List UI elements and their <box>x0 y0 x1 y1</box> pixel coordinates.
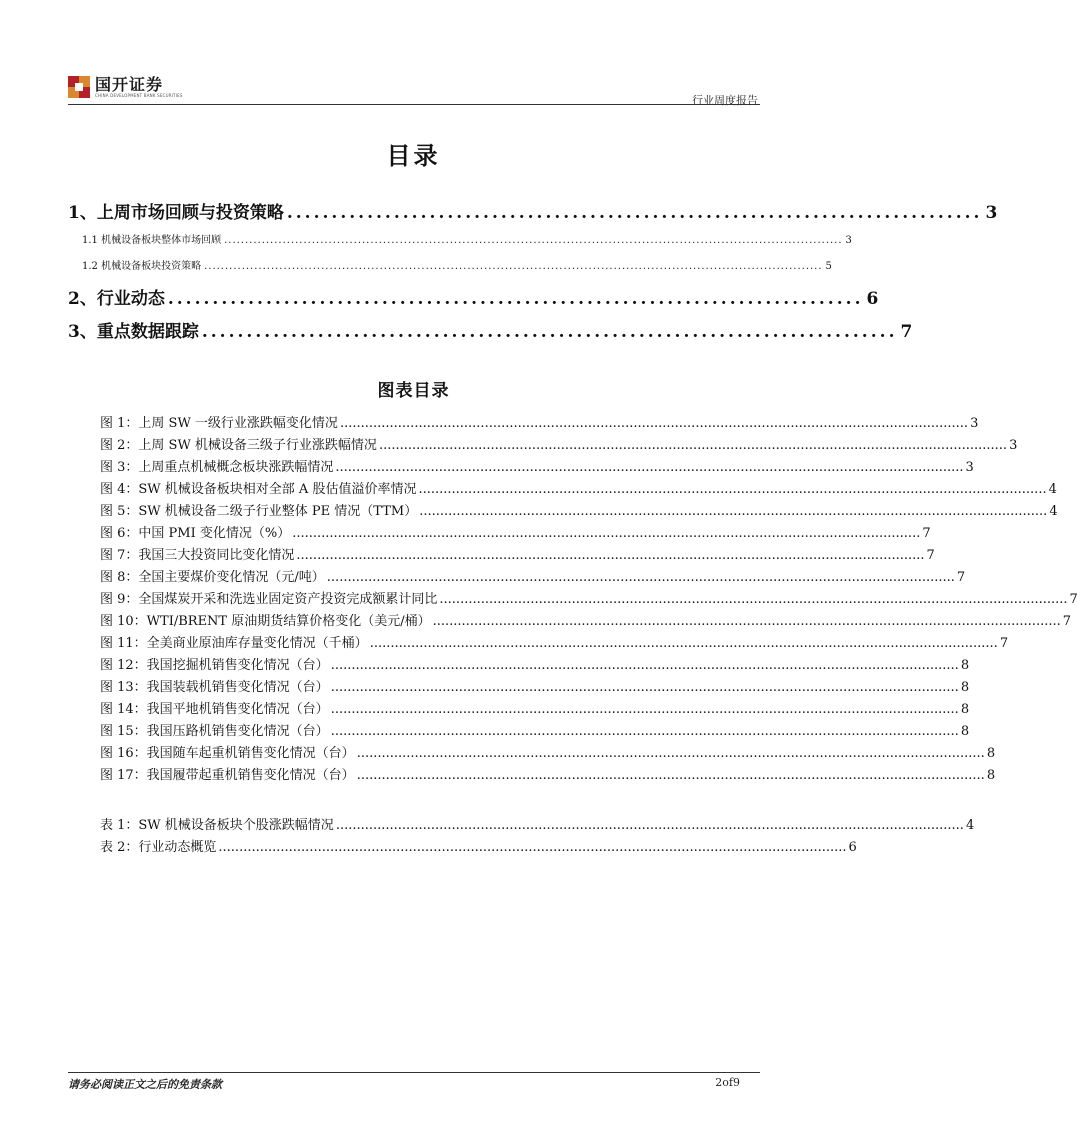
figure-leader-dots: ........................................................................................................................................................ <box>330 680 959 695</box>
figure-entry-page: 4 <box>1049 504 1058 519</box>
toc-subentry[interactable] <box>82 231 852 247</box>
toc-entry-label: 2、行业动态 <box>68 289 165 309</box>
figure-entry-label: 图 1：上周 SW 一级行业涨跌幅变化情况 <box>100 416 338 431</box>
toc-entry-page: 7 <box>900 322 913 342</box>
table-leader-dots: ........................................................................................................................................................ <box>218 840 847 855</box>
toc-leader-dots: .............................................................................. <box>286 203 983 223</box>
toc-entry-page: 3 <box>845 235 852 246</box>
figure-entry-label: 图 2：上周 SW 机械设备三级子行业涨跌幅情况 <box>100 438 377 453</box>
figure-leader-dots: ........................................................................................................................................................ <box>330 702 959 717</box>
table-entry-page: 6 <box>848 840 857 855</box>
toc-entry-page: 5 <box>825 261 832 272</box>
header-divider <box>68 104 760 105</box>
figure-entry[interactable] <box>100 500 1058 519</box>
figure-entry[interactable] <box>100 456 974 475</box>
figure-entry[interactable] <box>100 654 970 673</box>
figure-entry-page: 4 <box>1048 482 1057 497</box>
figure-leader-dots: ........................................................................................................................................................ <box>439 592 1068 607</box>
figure-entry[interactable] <box>100 544 935 563</box>
figure-entry-page: 8 <box>960 680 970 695</box>
figure-leader-dots: ........................................................................................................................................................ <box>339 416 969 431</box>
figure-leader-dots: ........................................................................................................................................................ <box>335 460 964 475</box>
figure-entry-label: 图 11：全美商业原油库存量变化情况（千桶） <box>100 636 368 651</box>
figure-entry[interactable] <box>100 522 931 541</box>
figure-entry-label: 图 17：我国履带起重机销售变化情况（台） <box>100 768 355 783</box>
figure-entry[interactable] <box>100 720 970 739</box>
figure-entry-page: 7 <box>956 570 966 585</box>
figure-leader-dots: ........................................................................................................................................................ <box>418 482 1047 497</box>
toc-entry-page: 6 <box>866 289 879 309</box>
figure-entry-page: 8 <box>986 768 996 783</box>
figure-entry[interactable] <box>100 632 1009 651</box>
figure-leader-dots: ........................................................................................................................................................ <box>378 438 1008 453</box>
figure-entry[interactable] <box>100 478 1057 497</box>
logo-subtitle: CHINA DEVELOPMENT BANK SECURITIES <box>95 93 183 98</box>
table-entry-label: 表 1：SW 机械设备板块个股涨跌幅情况 <box>100 818 334 833</box>
figure-entry[interactable] <box>100 566 966 585</box>
figure-leader-dots: ........................................................................................................................................................ <box>326 570 955 585</box>
toc-entry-page: 3 <box>985 203 998 223</box>
figure-entry-label: 图 14：我国平地机销售变化情况（台） <box>100 702 329 717</box>
figure-entry-page: 8 <box>960 658 970 673</box>
figure-leader-dots: ........................................................................................................................................................ <box>356 768 985 783</box>
figure-entry[interactable] <box>100 698 970 717</box>
toc-entry-label: 1、上周市场回顾与投资策略 <box>68 203 284 223</box>
figure-entry-page: 3 <box>965 460 974 475</box>
toc-entry[interactable] <box>68 198 998 223</box>
footer-disclaimer: 请务必阅读正文之后的免责条款 <box>68 1078 222 1091</box>
figure-entry-label: 图 12：我国挖掘机销售变化情况（台） <box>100 658 329 673</box>
figure-entry-label: 图 15：我国压路机销售变化情况（台） <box>100 724 329 739</box>
toc-title: 目录 <box>386 141 441 170</box>
logo-icon <box>68 76 90 98</box>
page-header <box>68 70 760 106</box>
toc-leader-dots: .............................................................................. <box>167 289 864 309</box>
report-type: 行业周度报告 <box>692 94 758 107</box>
table-entry[interactable] <box>100 814 975 833</box>
figure-entry-page: 8 <box>986 746 996 761</box>
figure-entry-page: 7 <box>922 526 931 541</box>
figure-leader-dots: ........................................................................................................................................................ <box>330 658 959 673</box>
toc-subentry[interactable] <box>82 257 832 273</box>
figure-entry-label: 图 4：SW 机械设备板块相对全部 A 股估值溢价率情况 <box>100 482 417 497</box>
figure-leader-dots: ........................................................................................................................................................ <box>330 724 959 739</box>
toc-entry[interactable] <box>68 284 879 309</box>
toc-entry-label: 3、重点数据跟踪 <box>68 322 199 342</box>
table-leader-dots: ........................................................................................................................................................ <box>335 818 964 833</box>
figure-entry-page: 7 <box>926 548 935 563</box>
figure-entry-page: 8 <box>960 724 970 739</box>
footer-divider <box>68 1072 760 1073</box>
figure-entry[interactable] <box>100 676 970 695</box>
toc-leader-dots: .............................................................................. <box>201 322 898 342</box>
figure-entry-page: 7 <box>1069 592 1078 607</box>
figure-entry-page: 7 <box>1062 614 1072 629</box>
figure-entry-page: 3 <box>970 416 979 431</box>
figure-entry[interactable] <box>100 588 1078 607</box>
figure-entry-label: 图 5：SW 机械设备二级子行业整体 PE 情况（TTM） <box>100 504 418 519</box>
figure-entry-label: 图 9：全国煤炭开采和洗选业固定资产投资完成额累计同比 <box>100 592 438 607</box>
figure-leader-dots: ........................................................................................................................................................ <box>432 614 1061 629</box>
figure-entry[interactable] <box>100 434 1018 453</box>
company-logo <box>68 76 183 98</box>
figure-entry-label: 图 7：我国三大投资同比变化情况 <box>100 548 295 563</box>
figure-entry-label: 图 13：我国装载机销售变化情况（台） <box>100 680 329 695</box>
figure-entry-label: 图 10：WTI/BRENT 原油期货结算价格变化（美元/桶） <box>100 614 431 629</box>
figure-leader-dots: ........................................................................................................................................................ <box>296 548 925 563</box>
figure-leader-dots: ........................................................................................................................................................ <box>419 504 1048 519</box>
figure-list-title: 图表目录 <box>377 381 450 401</box>
figure-entry[interactable] <box>100 742 996 761</box>
figure-entry-page: 7 <box>999 636 1009 651</box>
figure-entry[interactable] <box>100 610 1072 629</box>
figure-entry-label: 图 3：上周重点机械概念板块涨跌幅情况 <box>100 460 334 475</box>
logo-name: 国开证券 <box>95 75 164 94</box>
table-entry-label: 表 2：行业动态概览 <box>100 840 217 855</box>
figure-entry[interactable] <box>100 764 996 783</box>
figure-leader-dots: ........................................................................................................................................................ <box>369 636 998 651</box>
toc-entry-label: 1.1 机械设备板块整体市场回顾 <box>82 235 222 246</box>
table-entry[interactable] <box>100 836 857 855</box>
figure-entry-label: 图 6：中国 PMI 变化情况（%） <box>100 526 291 541</box>
table-entry-page: 4 <box>965 818 975 833</box>
page-number: 2of9 <box>715 1076 740 1089</box>
figure-entry[interactable] <box>100 412 979 431</box>
toc-leader-dots: .................................................................................................................................................... <box>224 235 843 246</box>
figure-entry-page: 3 <box>1009 438 1018 453</box>
toc-leader-dots: .................................................................................................................................................... <box>204 261 823 272</box>
figure-leader-dots: ........................................................................................................................................................ <box>292 526 921 541</box>
figure-leader-dots: ........................................................................................................................................................ <box>356 746 985 761</box>
toc-entry-label: 1.2 机械设备板块投资策略 <box>82 261 202 272</box>
figure-entry-label: 图 8：全国主要煤价变化情况（元/吨） <box>100 570 325 585</box>
figure-entry-page: 8 <box>960 702 970 717</box>
figure-entry-label: 图 16：我国随车起重机销售变化情况（台） <box>100 746 355 761</box>
toc-entry[interactable] <box>68 317 913 342</box>
